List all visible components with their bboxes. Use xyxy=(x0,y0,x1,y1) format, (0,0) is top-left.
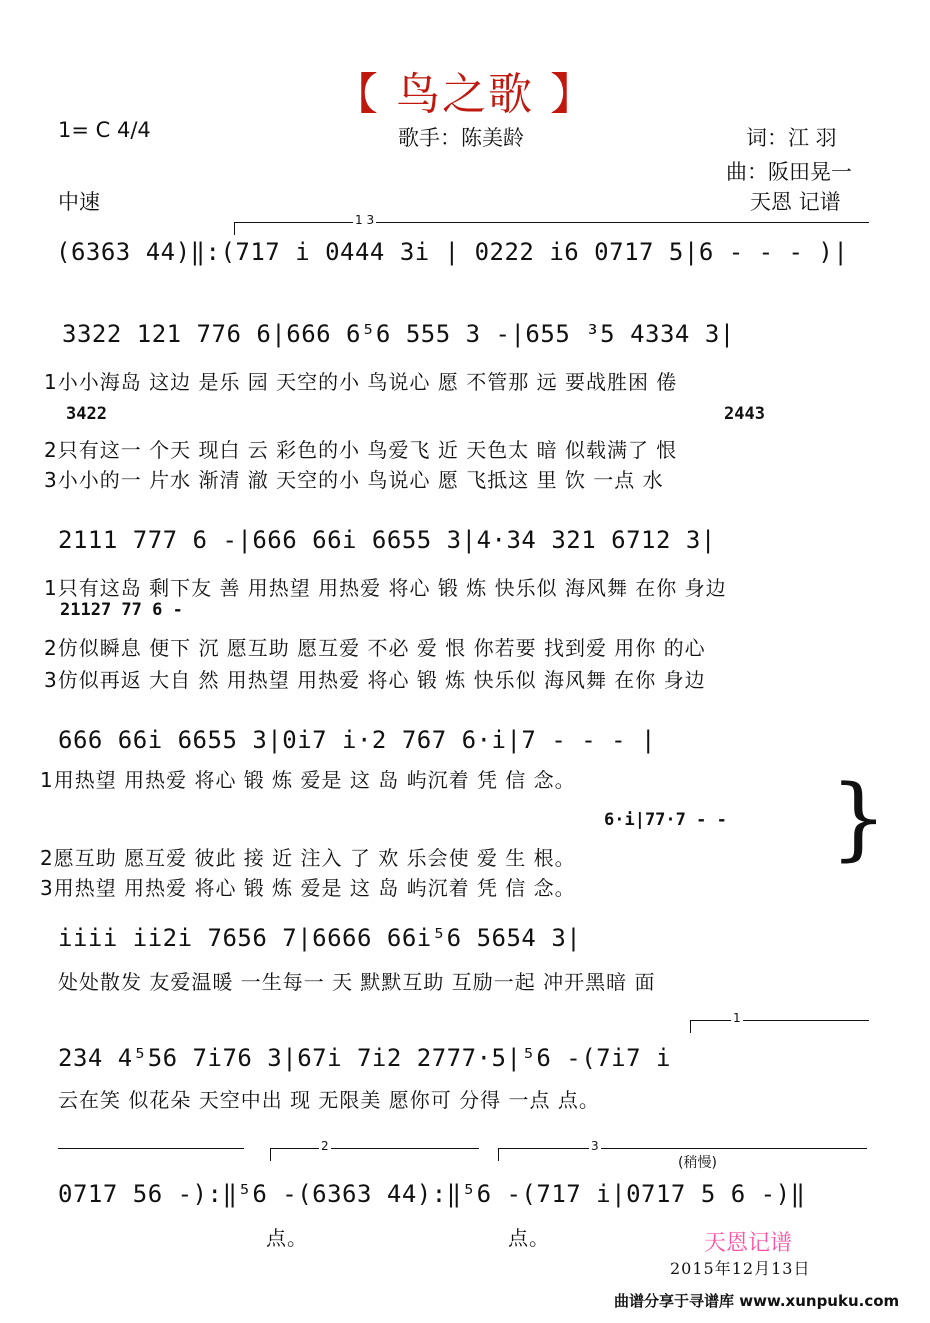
lyric-line-3-verse-1: 1只有这岛 剩下友 善 用热望 用热爱 将心 锻 炼 快乐似 海风舞 在你 身边 xyxy=(44,576,727,600)
lyric-line-6: 云在笑 似花朵 天空中出 现 无限美 愿你可 分得 一点 点。 xyxy=(58,1088,600,1112)
lyric-line-7a: 点。 xyxy=(266,1226,308,1250)
notation-line-2: 3322 121 776 6|666 6⁵6 555 3 -|655 ³5 4334 3| xyxy=(62,320,735,348)
lyric-line-4-verse-1: 1用热望 用热爱 将心 锻 炼 爱是 这 岛 屿沉着 凭 信 念。 xyxy=(40,768,576,792)
volta-bracket-1 xyxy=(690,1011,869,1033)
transcriber-stamp: 天恩记谱 xyxy=(704,1231,793,1256)
slow-mark: (稍慢) xyxy=(678,1155,717,1171)
source-footer: 曲谱分享于寻谱库 www.xunpuku.com xyxy=(614,1292,900,1310)
volta-label: 1 3 xyxy=(355,213,375,227)
alt-notation-verse-2b: 2443 xyxy=(724,404,765,424)
notation-line-6: 234 4⁵56 7i76 3|67i 7i2 2777·5|⁵6 -(7i7 i xyxy=(58,1044,671,1072)
alt-notation-verse-2: 3422 xyxy=(66,404,107,424)
volta-label: 3 xyxy=(591,1139,599,1153)
composer: 曲：阪田晃一 xyxy=(726,160,852,184)
page-title: 【 鸟之歌 】 xyxy=(334,69,596,120)
volta-bracket-1-3 xyxy=(234,213,869,235)
lyric-line-2-verse-2: 2只有这一 个天 现白 云 彩色的小 鸟爱飞 近 天色太 暗 似载满了 恨 xyxy=(44,438,678,462)
alt-notation-line-3: 21127 77 6 - xyxy=(60,600,183,620)
volta-label: 2 xyxy=(321,1139,329,1153)
lyric-line-7b: 点。 xyxy=(508,1226,550,1250)
volta-bracket-2 xyxy=(270,1139,479,1161)
notation-line-4: 666 66i 6655 3|0i7 i·2 767 6·i|7 - - - | xyxy=(58,726,656,754)
date-text: 2015年12月13日 xyxy=(670,1259,811,1278)
lyricist: 词：江 羽 xyxy=(746,126,837,150)
lyric-line-3-verse-2: 2仿似瞬息 便下 沉 愿互助 愿互爱 不必 爱 恨 你若要 找到爱 用你 的心 xyxy=(44,636,706,660)
volta-bracket-1-end xyxy=(58,1148,244,1161)
lyric-line-2-verse-1: 1小小海岛 这边 是乐 园 天空的小 鸟说心 愿 不管那 远 要战胜困 倦 xyxy=(44,370,678,394)
notation-line-5: iiii ii2i 7656 7|6666 66i⁵6 5654 3| xyxy=(58,924,582,952)
transcriber: 天恩 记谱 xyxy=(750,190,841,214)
alt-notation-line-4: 6·i|77·7 - - xyxy=(604,810,727,830)
tempo: 中速 xyxy=(58,190,100,214)
lyric-line-4-verse-2: 2愿互助 愿互爱 彼此 接 近 注入 了 欢 乐会使 爱 生 根。 xyxy=(40,846,576,870)
lyric-line-4-verse-3: 3用热望 用热爱 将心 锻 炼 爱是 这 岛 屿沉着 凭 信 念。 xyxy=(40,876,576,900)
key-signature: 1= C 4/4 xyxy=(58,118,151,142)
brace-symbol: } xyxy=(830,766,888,871)
notation-line-7: 0717 56 -):‖⁵6 -(6363 44):‖⁵6 -(717 i|0717 5 6 -)‖ xyxy=(58,1180,806,1208)
volta-label: 1 xyxy=(733,1011,741,1025)
notation-line-1: (6363 44)‖:(717 i 0444 3i | 0222 i6 0717 5|6 - - - )| xyxy=(56,238,849,266)
notation-line-3: 2111 777 6 -|666 66i 6655 3|4·34 321 6712 3| xyxy=(58,526,716,554)
lyric-line-2-verse-3: 3小小的一 片水 渐清 澈 天空的小 鸟说心 愿 飞抵这 里 饮 一点 水 xyxy=(44,468,664,492)
lyric-line-3-verse-3: 3仿似再返 大自 然 用热望 用热爱 将心 锻 炼 快乐似 海风舞 在你 身边 xyxy=(44,668,706,692)
singer: 歌手：陈美龄 xyxy=(398,126,524,150)
lyric-line-5: 处处散发 友爱温暖 一生每一 天 默默互助 互励一起 冲开黑暗 面 xyxy=(58,970,656,994)
